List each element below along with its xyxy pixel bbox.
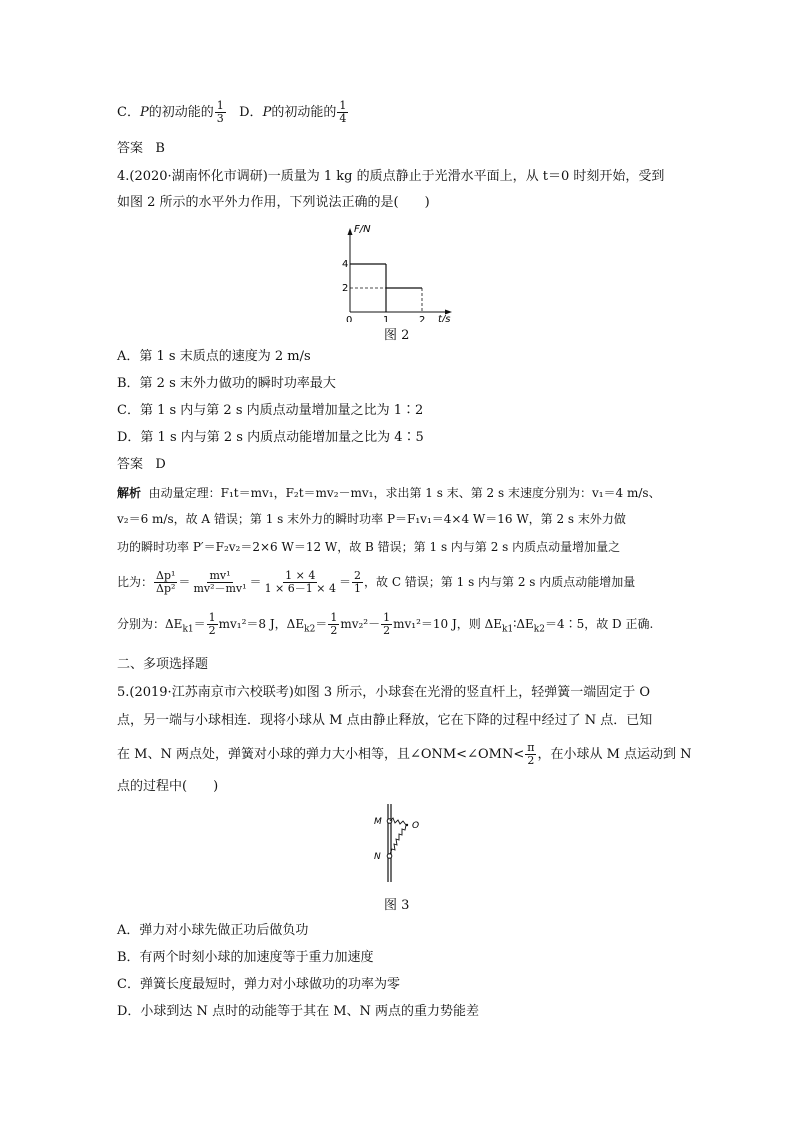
fraction-half: $\frac{1}{2}$ — [330, 611, 338, 637]
label-o: O — [412, 821, 420, 831]
fraction-pi-over-2: $\frac{\pi}{2}$ — [527, 741, 535, 767]
y-tick-label-4: 4 — [342, 259, 349, 270]
q4-analysis-line3: 功的瞬时功率 P′＝F₂v₂＝2×6 W＝12 W，故 B 错误；第 1 s 内与第 2 s 内质点动量增加量之 — [117, 540, 621, 554]
x-axis-label: t/s — [438, 314, 451, 322]
fraction-result: $\frac{2}{1}$ — [354, 569, 361, 595]
analysis-label: 解析 — [117, 486, 142, 500]
q3-optC-text: 的初动能的 — [148, 105, 214, 120]
q5-stem-line4: 点的过程中( ) — [117, 779, 219, 794]
q3-optD-var: P — [262, 105, 272, 120]
q4-analysis-line4: 比为： $\frac{\text{Δp¹}}{\text{Δp²}}$ ＝ $\frac{\text{mv¹}}{\text{mv²－mv¹}}$ ＝ $\frac{1 \times 4}{1 \times 6-1 \times 4}$ ＝ $\frac{2}{1}$ ，故 C 错误；第 1 s 内与第 2 s 内质点动能增加量 — [117, 569, 636, 595]
spring-upper — [390, 818, 406, 825]
label-n: N — [374, 852, 381, 862]
q3-optD-fraction: $\frac{1}{4}$ — [339, 99, 347, 125]
x-tick-label-0: 0 — [346, 315, 353, 322]
analysis-text: 由动量定理：F₁t＝mv₁，F₂t＝mv₂－mv₁，求出第 1 s 末、第 2 s 末速度分别为：v₁＝4 m/s、 — [148, 486, 661, 500]
y-tick-label-2: 2 — [342, 283, 349, 294]
ball-n — [387, 854, 392, 859]
figure-3-caption: 图 3 — [384, 898, 410, 913]
q5-option-b: B．有两个时刻小球的加速度等于重力加速度 — [117, 950, 374, 965]
q4-option-a: A．第 1 s 末质点的速度为 2 m/s — [117, 349, 311, 364]
q3-optC-var: P — [139, 105, 149, 120]
fraction-half: $\frac{1}{2}$ — [208, 611, 216, 637]
q5-option-a: A．弹力对小球先做正功后做负功 — [117, 923, 309, 938]
figure-2-caption: 图 2 — [384, 328, 410, 343]
q4-analysis-line1 — [117, 484, 661, 502]
point-o — [406, 824, 408, 826]
q3-optD-text: 的初动能的 — [271, 105, 337, 120]
fraction-mv: $\frac{\text{mv¹}}{\text{mv²－mv¹}}$ — [193, 569, 247, 595]
q5-stem-line3: 在 M、N 两点处，弹簧对小球的弹力大小相等，且∠ONM<∠OMN< $\frac{\pi}{2}$ ，在小球从 M 点运动到 N — [117, 741, 692, 767]
q5-stem-line1: 5.(2019·江苏南京市六校联考)如图 3 所示，小球套在光滑的竖直杆上，轻弹簧一端固定于 O — [117, 685, 651, 700]
figure-3-diagram — [368, 802, 428, 884]
q4-option-b: B．第 2 s 末外力做功的瞬时功率最大 — [117, 376, 336, 391]
fraction-numeric: $\frac{1 \times 4}{1 \times 6-1 \times 4}$ — [264, 569, 336, 595]
x-tick-label-2: 2 — [419, 315, 426, 322]
section-heading: 二、多项选择题 — [117, 657, 209, 672]
q5-option-c: C．弹簧长度最短时，弹力对小球做功的功率为零 — [117, 977, 400, 992]
answer-value: B — [155, 141, 165, 156]
q4-analysis-line5: 分别为：$\Delta E_{k1}=$ $\frac{1}{2}$ mv₁²＝8 J，$\Delta E_{k2}=$ $\frac{1}{2}$ mv₂²－ $\frac{1}{2}$ mv₁²＝10 J，则 $\Delta E_{k1}∶\Delta E_{k2}=4∶5$，故 D 正确. — [117, 611, 654, 637]
q4-stem-line2: 如图 2 所示的水平外力作用，下列说法正确的是( ) — [117, 195, 430, 210]
q3-optD-prefix: D． — [239, 105, 263, 120]
figure-2-chart — [330, 222, 460, 322]
answer-label: 答案 — [117, 457, 144, 472]
q5-stem-line2: 点，另一端与小球相连．现将小球从 M 点由静止释放，它在下降的过程中经过了 N 点．已知 — [117, 713, 653, 728]
fraction-dp: $\frac{\text{Δp¹}}{\text{Δp²}}$ — [156, 569, 176, 595]
q3-options-line — [117, 100, 349, 125]
y-axis-label: F/N — [354, 224, 371, 235]
q5-option-d: D．小球到达 N 点时的动能等于其在 M、N 两点的重力势能差 — [117, 1004, 480, 1019]
q4-option-c: C．第 1 s 内与第 2 s 内质点动量增加量之比为 1∶2 — [117, 403, 424, 418]
label-m: M — [374, 817, 382, 827]
q3-optC-fraction: $\frac{1}{3}$ — [216, 99, 224, 125]
q3-answer — [117, 140, 165, 158]
q4-analysis-line2: v₂＝6 m/s，故 A 错误；第 1 s 末外力的瞬时功率 P＝F₁v₁＝4×4 W＝16 W，第 2 s 末外力做 — [117, 512, 626, 526]
q3-optC-prefix: C． — [117, 105, 140, 120]
answer-value: D — [155, 457, 166, 472]
spring-lower — [390, 825, 406, 854]
y-axis-arrow — [348, 228, 353, 235]
fraction-half: $\frac{1}{2}$ — [383, 611, 391, 637]
q4-answer — [117, 456, 166, 474]
q4-stem-line1: 4.(2020·湖南怀化市调研)一质量为 1 kg 的质点静止于光滑水平面上，从 t＝0 时刻开始，受到 — [117, 169, 665, 184]
x-tick-label-1: 1 — [383, 315, 390, 322]
answer-label: 答案 — [117, 141, 144, 156]
q4-option-d: D．第 1 s 内与第 2 s 内质点动能增加量之比为 4∶5 — [117, 430, 424, 445]
